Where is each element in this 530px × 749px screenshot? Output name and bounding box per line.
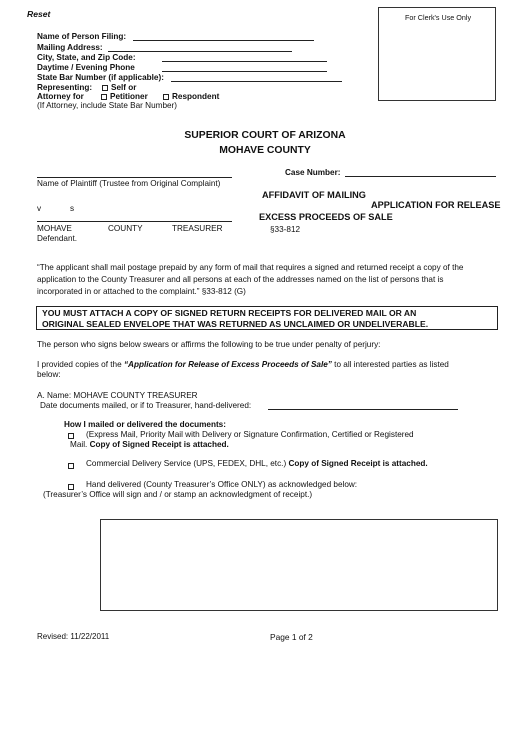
option-commercial[interactable] [68, 461, 77, 470]
mailing-label: Mailing Address: [37, 43, 103, 52]
how-heading: How I mailed or delivered the documents: [64, 420, 226, 429]
respondent-option[interactable] [163, 92, 219, 101]
application-title: APPLICATION FOR RELEASE [371, 200, 501, 210]
petitioner-checkbox[interactable] [101, 94, 107, 100]
statute-ref: §33-812 [270, 225, 301, 234]
express-mail-checkbox[interactable] [68, 433, 74, 439]
defendant-label: Defendant. [37, 234, 78, 243]
name-field[interactable] [133, 40, 314, 41]
attorney-for-label: Attorney for [37, 92, 84, 101]
date-field[interactable] [268, 409, 458, 410]
self-label: Self or [111, 83, 137, 92]
self-checkbox[interactable] [102, 85, 108, 91]
self-option[interactable] [102, 83, 136, 92]
option-1-line-1: (Express Mail, Priority Mail with Delivery or Signature Confirmation, Certified or Registered [86, 430, 414, 439]
mailing-field[interactable] [108, 51, 292, 52]
notice-line-2: ORIGINAL SEALED ENVELOPE THAT WAS RETURNED AS UNCLAIMED OR UNDELIVERABLE. [42, 319, 429, 329]
reset-button[interactable]: Reset [27, 9, 51, 19]
acknowledgment-box[interactable] [100, 519, 498, 611]
perjury-statement: The person who signs below swears or affirms the following to be true under penalty of perjury: [37, 340, 381, 349]
option-2-receipt: Copy of Signed Receipt is attached. [288, 459, 428, 468]
name-label: Name of Person Filing: [37, 32, 127, 41]
petitioner-option[interactable] [101, 92, 148, 101]
city-label: City, State, and Zip Code: [37, 53, 136, 62]
city-field[interactable] [162, 61, 327, 62]
commercial-checkbox[interactable] [68, 463, 74, 469]
defendant-county: COUNTY [108, 224, 143, 233]
case-number-label: Case Number: [285, 168, 341, 177]
phone-label: Daytime / Evening Phone [37, 63, 135, 72]
notice-line-1: YOU MUST ATTACH A COPY OF SIGNED RETURN RECEIPTS FOR DELIVERED MAIL OR AN [42, 308, 417, 318]
provided-line-2: below: [37, 370, 61, 379]
defendant-treasurer: TREASURER [172, 224, 223, 233]
attorney-note: (If Attorney, include State Bar Number) [37, 101, 178, 110]
court-name: SUPERIOR COURT OF ARIZONA [184, 130, 346, 141]
versus-v: v [37, 204, 42, 213]
date-label: Date documents mailed, or if to Treasurer, hand-delivered: [40, 401, 252, 410]
plaintiff-field[interactable] [37, 177, 232, 178]
court-county: MOHAVE COUNTY [219, 145, 311, 156]
plaintiff-label: Name of Plaintiff (Trustee from Original Complaint) [37, 179, 221, 188]
case-number-field[interactable] [345, 176, 496, 177]
quote-line-2: application to the County Treasurer and all persons at each of the addresses named on the list of persons that is [37, 275, 444, 284]
revised-date: Revised: 11/22/2011 [37, 632, 110, 641]
quote-line-3: incorporated in or attached to the complaint.” §33-812 (G) [37, 287, 246, 296]
clerk-use-box [378, 7, 496, 101]
provided-title: “Application for Release of Excess Proceeds of Sale” [123, 360, 332, 369]
option-1-receipt: Copy of Signed Receipt is attached. [89, 440, 229, 449]
page-number: Page 1 of 2 [270, 632, 313, 642]
respondent-label: Respondent [172, 92, 220, 101]
respondent-checkbox[interactable] [163, 94, 169, 100]
quote-line-1: “The applicant shall mail postage prepaid by any form of mail that requires a signed and returned receipt a copy of the [37, 263, 464, 272]
defendant-mohave: MOHAVE [37, 224, 72, 233]
option-1-line-2 [70, 440, 229, 449]
petitioner-label: Petitioner [110, 92, 148, 101]
option-express-mail[interactable] [68, 431, 77, 440]
section-a-name: A. Name: MOHAVE COUNTY TREASURER [37, 391, 198, 400]
defendant-field[interactable] [37, 221, 232, 222]
bar-label: State Bar Number (if applicable): [37, 73, 164, 82]
option-2-text: Commercial Delivery Service (UPS, FEDEX, DHL, etc.) [86, 459, 289, 468]
option-3-line-2: (Treasurer’s Office will sign and / or stamp an acknowledgment of receipt.) [43, 490, 313, 499]
provided-line-1 [37, 360, 449, 369]
phone-field[interactable] [162, 71, 327, 72]
affidavit-title: AFFIDAVIT OF MAILING [262, 190, 366, 200]
provided-prefix: I provided copies of the [37, 360, 124, 369]
notice-box [36, 306, 498, 330]
bar-field[interactable] [171, 81, 342, 82]
option-1-mail: Mail. [70, 440, 90, 449]
excess-title: EXCESS PROCEEDS OF SALE [259, 212, 393, 222]
option-3-line-1: Hand delivered (County Treasurer’s Office ONLY) as acknowledged below: [86, 480, 358, 489]
provided-suffix: to all interested parties as listed [331, 360, 449, 369]
hand-delivered-checkbox[interactable] [68, 484, 74, 490]
versus-s: s [70, 204, 75, 213]
representing-label: Representing: [37, 83, 93, 92]
option-2-line [86, 459, 428, 468]
clerk-box-label: For Clerk's Use Only [405, 13, 472, 22]
